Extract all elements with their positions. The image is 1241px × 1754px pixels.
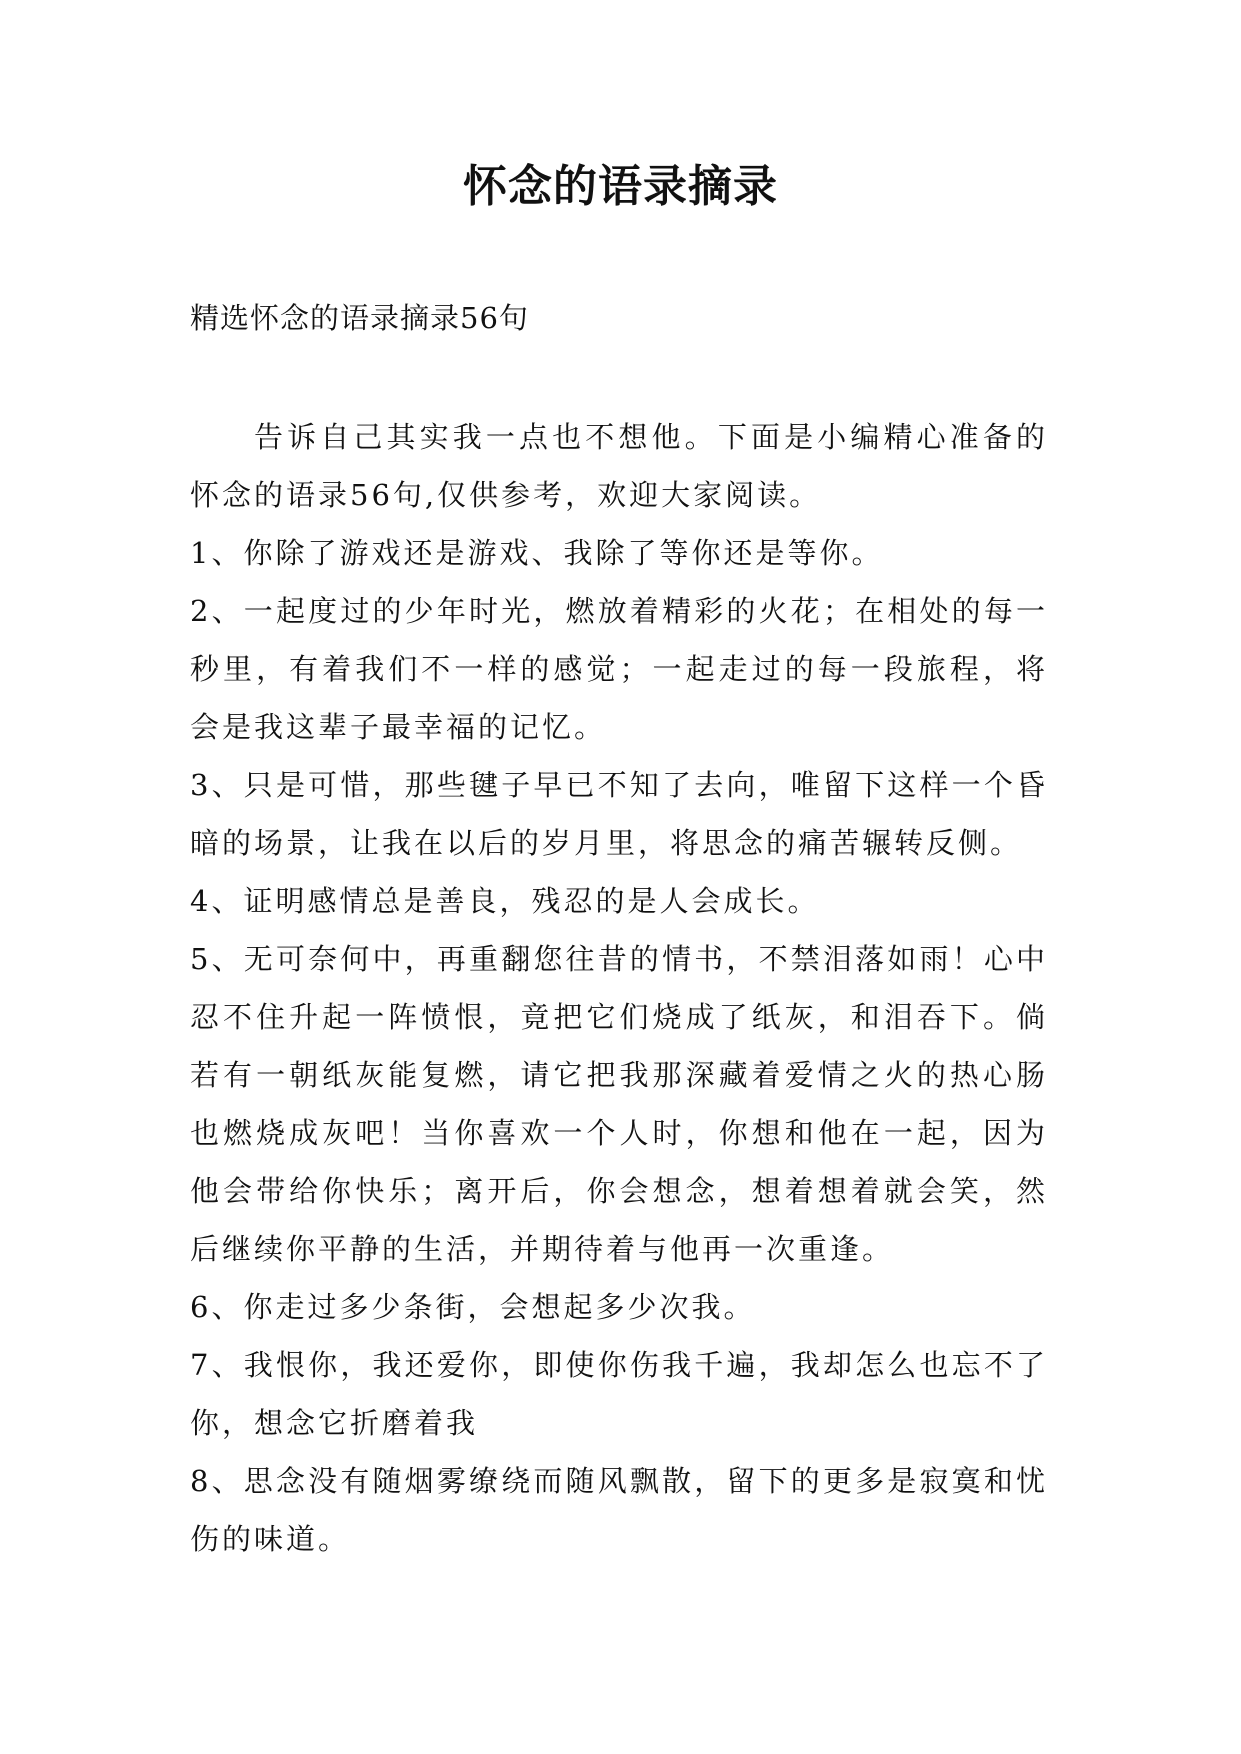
quote-item-4: 4、证明感情总是善良，残忍的是人会成长。 — [190, 884, 820, 918]
quote-item-3: 3、只是可惜，那些毽子早已不知了去向，唯留下这样一个昏暗的场景，让我在以后的岁月里，将思念的痛苦辗转反侧。 — [190, 768, 1048, 860]
quote-item-8: 8、思念没有随烟雾缭绕而随风飘散，留下的更多是寂寞和忧伤的味道。 — [190, 1464, 1048, 1556]
document-body — [190, 408, 1048, 1568]
quote-item-2: 2、一起度过的少年时光，燃放着精彩的火花；在相处的每一秒里，有着我们不一样的感觉；一起走过的每一段旅程，将会是我这辈子最幸福的记忆。 — [190, 594, 1048, 744]
quote-item-1: 1、你除了游戏还是游戏、我除了等你还是等你。 — [190, 536, 884, 570]
document-title: 怀念的语录摘录 — [463, 161, 778, 212]
intro-paragraph: 告诉自己其实我一点也不想他。下面是小编精心准备的怀念的语录56句,仅供参考，欢迎大家阅读。 — [190, 420, 1048, 512]
document-subtitle: 精选怀念的语录摘录56句 — [190, 301, 529, 335]
quote-item-6: 6、你走过多少条街，会想起多少次我。 — [190, 1290, 756, 1324]
quote-item-5: 5、无可奈何中，再重翻您往昔的情书，不禁泪落如雨！心中忍不住升起一阵愤恨，竟把它们烧成了纸灰，和泪吞下。倘若有一朝纸灰能复燃，请它把我那深藏着爱情之火的热心肠也燃烧成灰吧！当你喜欢一个人时，你想和他在一起，因为他会带给你快乐；离开后，你会想念，想着想着就会笑，然后继续你平静的生活，并期待着与他再一次重逢。 — [190, 942, 1048, 1266]
quote-item-7: 7、我恨你，我还爱你，即使你伤我千遍，我却怎么也忘不了你，想念它折磨着我 — [190, 1348, 1048, 1440]
